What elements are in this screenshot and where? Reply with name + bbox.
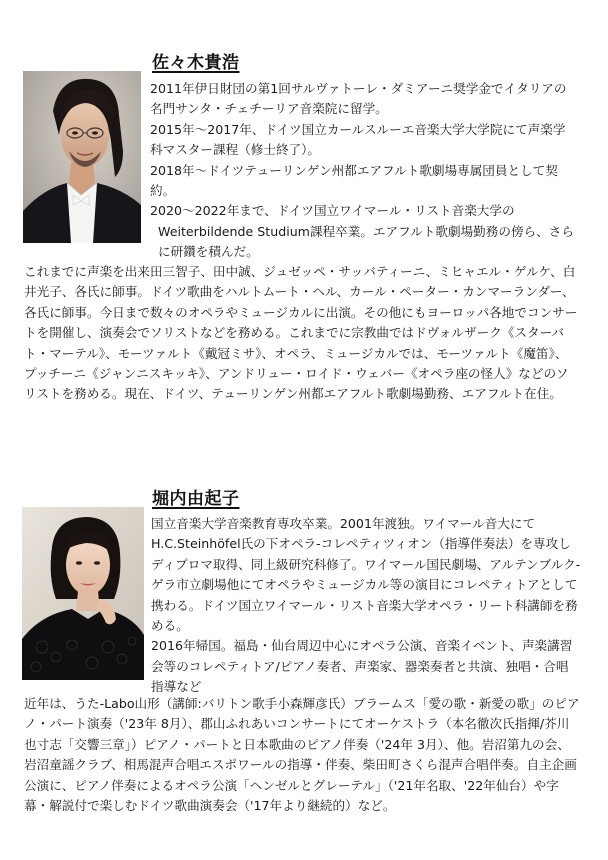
profile-name-horiuchi: 堀内由起子: [152, 489, 240, 509]
bio-paragraph: 2011年伊日財団の第1回サルヴァトーレ・ダミアーニ奨学金でイタリアの名門サンタ・チェチーリア音楽院に留学。: [150, 81, 567, 117]
bio-paragraph: 2015年〜2017年、ドイツ国立カールスルーエ音楽大学大学院にて声楽学科マスター課程（修士終了）。: [150, 121, 566, 158]
profile-horiuchi-side-text: [151, 514, 581, 698]
portrait-photo-horiuchi: [22, 507, 144, 680]
bio-paragraph: 2018年〜ドイツテューリンゲン州都エアフルト歌劇場専属団員として契約。: [150, 162, 558, 199]
portrait-horiuchi-image: [22, 507, 144, 680]
bio-paragraph: 2016年帰国。福島・仙台周辺中心にオペラ公演、音楽イベント、声楽講習会等のコレペティトア/ピアノ奏者、声楽家、器楽奏者と共演、独唱・合唱指導など: [151, 638, 573, 695]
portrait-sasaki-image: [23, 71, 141, 243]
bio-paragraph: 2020〜2022年まで、ドイツ国立ワイマール・リスト音楽大学のWeiterbildende Studium課程卒業。エアフルト歌劇場勤務の傍ら、さらに研鑽を積んだ。: [150, 203, 574, 260]
profile-sasaki-side-text: [150, 79, 578, 263]
portrait-photo-sasaki: [23, 71, 141, 243]
profile-horiuchi-full-text: 近年は、うた-Labo山形（講師:バリトン歌手小森輝彦氏）ブラームス「愛の歌・新愛の歌」のピアノ・パート演奏（'23年 8月）、郡山ふれあいコンサートにてオーケストラ（本名徹次氏指揮/芥川也寸志「交響三章」）ピアノ・パートと日本歌曲のピアノ伴奏（'24年 3月）、他。岩沼第九の会、岩沼童謡クラブ、相馬混声合唱エスポワールの指導・伴奏、柴田町さくら混声合唱伴奏。自主企画公演に、ピアノ伴奏によるオペラ公演「ヘンゼルとグレーテル」（'21年名取、'22年仙台）や字幕・解説付で楽しむドイツ歌曲演奏会（'17年より継続的）など。: [24, 696, 580, 814]
profile-sasaki-full-text: これまでに声楽を出来田三智子、田中誠、ジュゼッペ・サッバティーニ、ミヒャエル・ゲルケ、白井光子、各氏に師事。ドイツ歌曲をハルトムート・ヘル、カール・ペーター・カンマーランダー、各氏に師事。今日まで数々のオペラやミュージカルに出演。その他にもヨーロッパ各地でコンサートを開催し、演奏会でソリストなどを務める。これまでに宗教曲ではドヴォルザーク《スターバト・マーテル》、モーツァルト《戴冠ミサ》、オペラ、ミュージカルでは、モーツァルト《魔笛》、プッチーニ《ジャンニスキッキ》、アンドリュー・ロイド・ウェバー《オペラ座の怪人》などのソリストを務める。現在、ドイツ、テューリンゲン州都エアフルト歌劇場勤務、エアフルト在住。: [24, 264, 578, 402]
profile-name-sasaki: 佐々木貴浩: [152, 53, 240, 73]
bio-paragraph: 国立音楽大学音楽教育専攻卒業。2001年渡独。ワイマール音大にてH.C.Steinhöfel氏の下オペラ-コレペティツィオン（指導伴奏法）を専攻しディプロマ取得、同上級研究科修了。ワイマール国民劇場、アルテンブルク-ゲラ市立劇場他にてオペラやミュージカル等の演目にコレペティトアとして携わる。ドイツ国立ワイマール・リスト音楽大学オペラ・リート科講師を務める。: [151, 516, 581, 634]
